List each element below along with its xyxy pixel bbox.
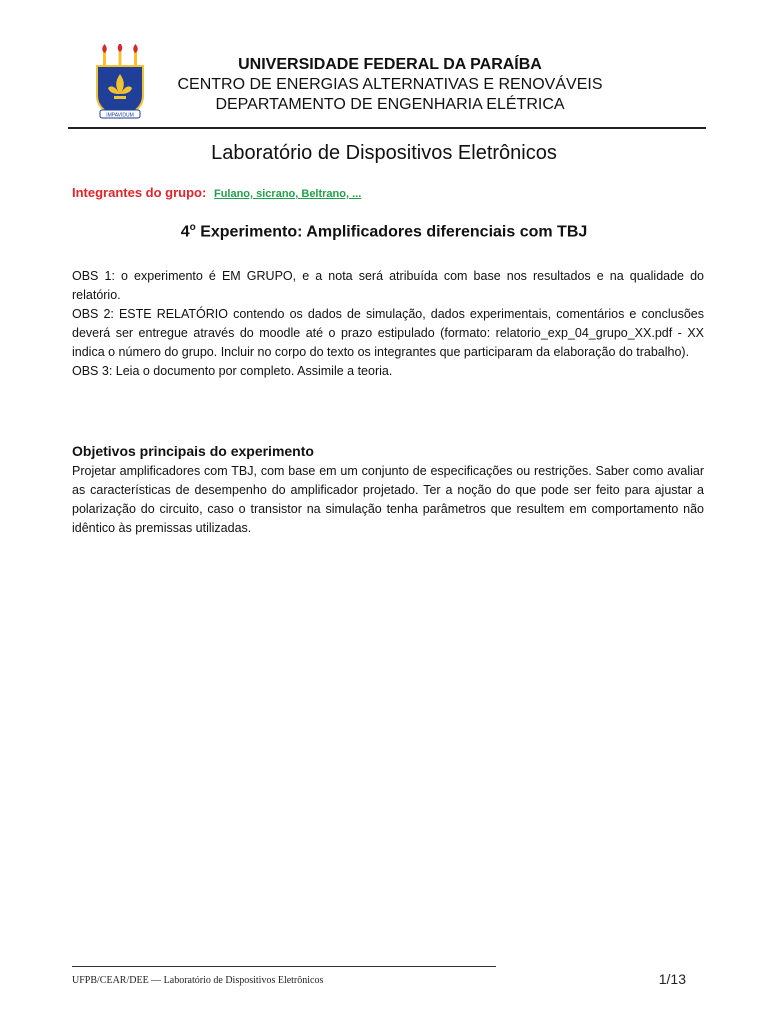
university-logo (94, 44, 146, 124)
experiment-title-text: Experimento: Amplificadores diferenciais com TBJ (195, 223, 588, 241)
logo-motto: IMPAVIDUM (106, 112, 134, 119)
experiment-number: 4 (180, 223, 190, 241)
group-members (72, 185, 361, 200)
group-label: Integrantes do grupo: (72, 185, 207, 200)
center-name: CENTRO DE ENERGIAS ALTERNATIVAS E RENOVÁVEIS (177, 76, 603, 93)
observations (72, 267, 704, 381)
obs-3: OBS 3: Leia o documento por completo. Assimile a teoria. (72, 364, 393, 378)
header-divider (68, 127, 706, 129)
obs-1: OBS 1: o experimento é EM GRUPO, e a nota será atribuída com base nos resultados e na qualidade do relatório. (72, 269, 704, 302)
department-name: DEPARTAMENTO DE ENGENHARIA ELÉTRICA (215, 96, 565, 113)
objectives-text: Projetar amplificadores com TBJ, com base em um conjunto de especificações ou restrições. Saber como avaliar as características de desempenho do amplificador projetado. Ter a noção do que pode ser feito para ajustar a polarização do circuito, caso o transistor na simulação tenha parâmetros que resultem em comportamento não idêntico às premissas utilizadas. (72, 464, 704, 535)
university-coat-of-arms-icon (94, 44, 146, 124)
lab-title: Laboratório de Dispositivos Eletrônicos (211, 142, 557, 164)
objectives-heading: Objetivos principais do experimento (72, 443, 314, 459)
obs-2: OBS 2: ESTE RELATÓRIO contendo os dados de simulação, dados experimentais, comentários e conclusões deverá ser entregue através do moodle até o prazo estipulado (formato: relatorio_exp_04_grupo_XX.pdf - XX indica o número do grupo. Incluir no corpo do texto os integrantes que participaram da elaboração do trabalho). (72, 307, 704, 359)
experiment-ordinal: o (189, 222, 196, 233)
footer-text: UFPB/CEAR/DEE — Laboratório de Dispositivos Eletrônicos (72, 975, 324, 986)
university-name: UNIVERSIDADE FEDERAL DA PARAÍBA (238, 56, 542, 73)
group-names: Fulano, sicrano, Beltrano, ... (213, 188, 362, 200)
footer-divider (72, 966, 496, 967)
experiment-title (0, 222, 768, 241)
page-number: 1/13 (658, 971, 686, 987)
document-header (150, 55, 630, 115)
